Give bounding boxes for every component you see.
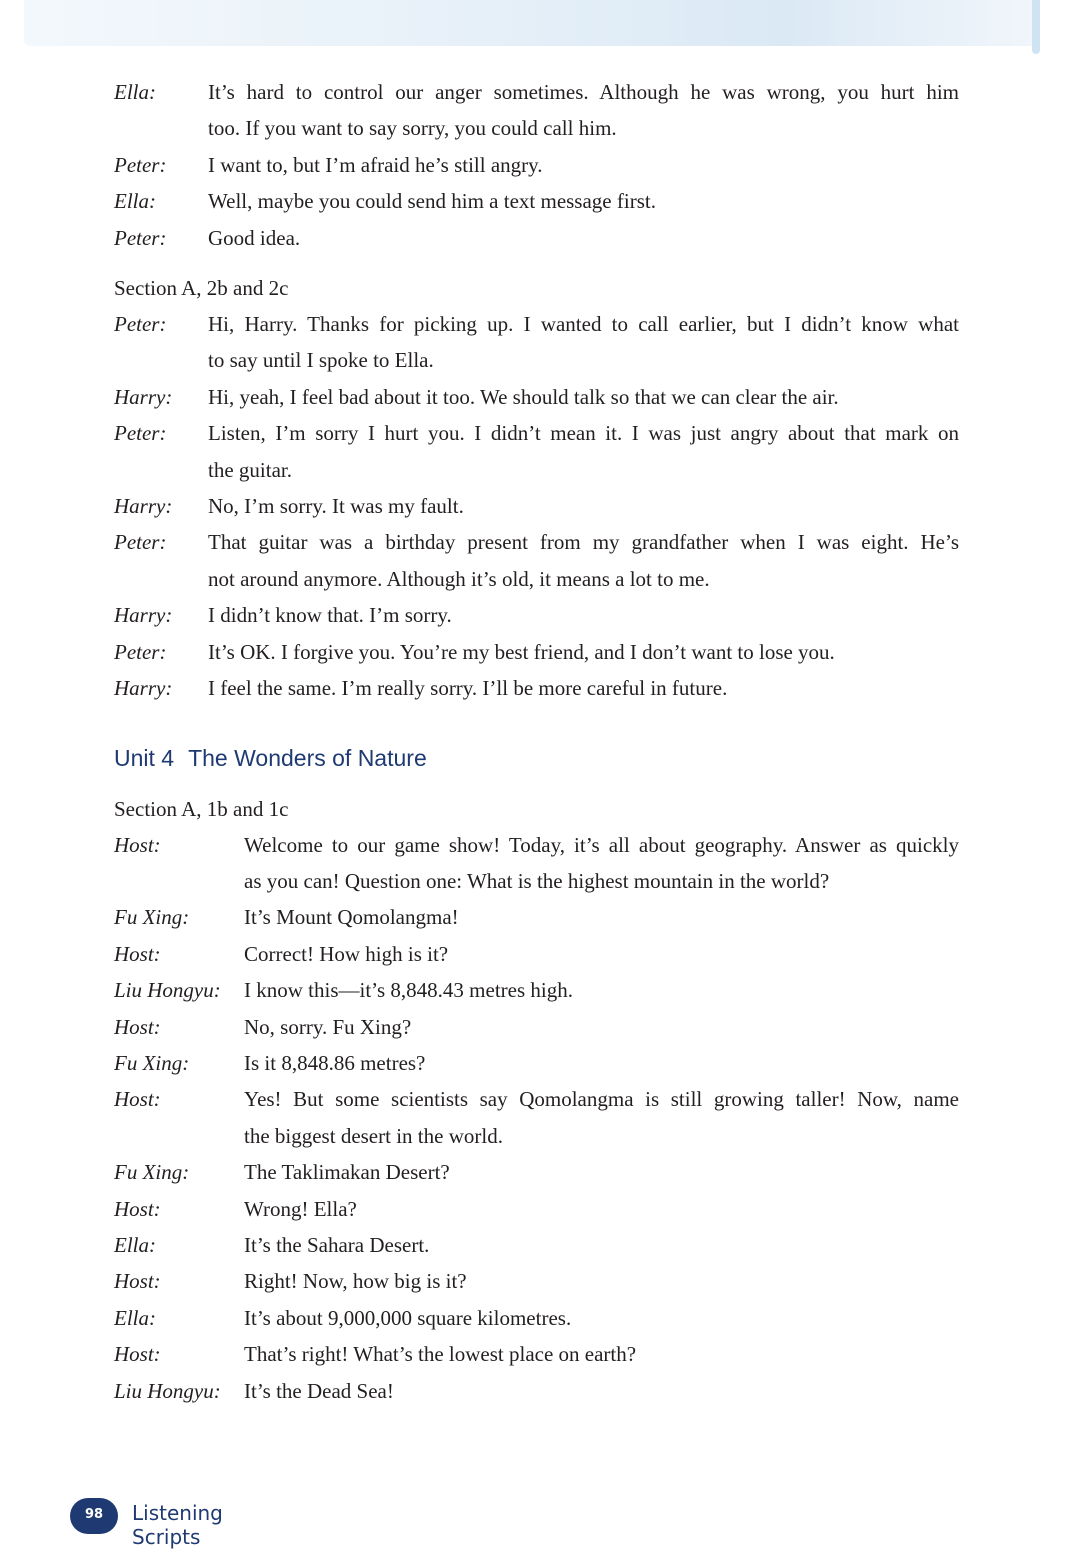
dialogue-line xyxy=(114,936,959,972)
speaker: Peter: xyxy=(114,152,167,177)
dialogue-line xyxy=(114,597,959,633)
speaker: Harry: xyxy=(114,676,173,701)
dialogue-line xyxy=(114,634,959,670)
dialogue-line xyxy=(114,452,959,488)
speaker xyxy=(114,342,208,378)
speaker: Ella: xyxy=(114,189,156,214)
dialogue-line xyxy=(114,74,959,110)
speaker xyxy=(114,561,208,597)
speaker: Harry: xyxy=(114,384,173,409)
dialogue-line xyxy=(114,1373,959,1409)
dialogue-line xyxy=(114,827,959,863)
section-2b-2c xyxy=(114,270,959,706)
line-text: as you can! Question one: What is the highest mountain in the world? xyxy=(244,868,830,893)
dialogue-line xyxy=(114,1045,959,1081)
line-text: I know this—it’s 8,848.43 metres high. xyxy=(244,978,573,1003)
unit-title xyxy=(114,740,959,776)
speaker: Liu Hongyu: xyxy=(114,1378,221,1403)
unit-number: Unit 4 xyxy=(114,744,175,771)
line-text: not around anymore. Although it’s old, it means a lot to me. xyxy=(208,566,710,591)
speaker xyxy=(114,1118,244,1154)
speaker: Fu Xing: xyxy=(114,1050,190,1075)
line-text: The Taklimakan Desert? xyxy=(244,1160,450,1185)
speaker: Host: xyxy=(114,1196,161,1221)
dialogue-line xyxy=(114,306,959,342)
section-heading: Section A, 2b and 2c xyxy=(114,276,289,301)
dialogue-line xyxy=(114,670,959,706)
speaker: Peter: xyxy=(114,312,167,337)
speaker xyxy=(114,452,208,488)
speaker: Host: xyxy=(114,832,161,857)
speaker: Host: xyxy=(114,1087,161,1112)
line-text: I didn’t know that. I’m sorry. xyxy=(208,603,452,628)
line-text: I feel the same. I’m really sorry. I’ll be more careful in future. xyxy=(208,676,728,701)
page-header-edge xyxy=(1032,0,1040,54)
line-text: too. If you want to say sorry, you could call him. xyxy=(208,116,617,141)
dialogue-line xyxy=(114,899,959,935)
line-text: It’s Mount Qomolangma! xyxy=(244,905,459,930)
line-text: Wrong! Ella? xyxy=(244,1196,357,1221)
dialogue-line xyxy=(114,488,959,524)
line-text: That guitar was a birthday present from my grandfather when I was eight. He’s xyxy=(208,530,959,555)
line-text: It’s OK. I forgive you. You’re my best friend, and I don’t want to lose you. xyxy=(208,639,835,664)
section-heading: Section A, 1b and 1c xyxy=(114,796,289,821)
speaker xyxy=(114,110,208,146)
dialogue-line xyxy=(114,1081,959,1117)
speaker: Host: xyxy=(114,1269,161,1294)
line-text: Yes! But some scientists say Qomolangma is still growing taller! Now, name xyxy=(244,1087,959,1112)
line-text: the biggest desert in the world. xyxy=(244,1123,503,1148)
dialogue-line xyxy=(114,342,959,378)
dialogue-line xyxy=(114,1191,959,1227)
dialogue-line xyxy=(114,1009,959,1045)
dialogue-line xyxy=(114,561,959,597)
line-text: It’s about 9,000,000 square kilometres. xyxy=(244,1305,572,1330)
line-text: I want to, but I’m afraid he’s still angry. xyxy=(208,152,543,177)
dialogue-line xyxy=(114,147,959,183)
page-number: 98 xyxy=(70,1498,118,1534)
speaker: Harry: xyxy=(114,494,173,519)
section-1b-1c xyxy=(114,791,959,1410)
line-text: No, sorry. Fu Xing? xyxy=(244,1014,412,1039)
speaker: Host: xyxy=(114,941,161,966)
scripts-content xyxy=(114,74,959,1409)
line-text: Hi, Harry. Thanks for picking up. I wanted to call earlier, but I didn’t know what xyxy=(208,312,959,337)
dialogue-line xyxy=(114,972,959,1008)
page-header-band xyxy=(24,0,1040,46)
speaker: Host: xyxy=(114,1342,161,1367)
line-text: to say until I spoke to Ella. xyxy=(208,348,434,373)
line-text: No, I’m sorry. It was my fault. xyxy=(208,494,464,519)
dialogue-line xyxy=(114,1227,959,1263)
line-text: It’s the Sahara Desert. xyxy=(244,1232,430,1257)
line-text: Right! Now, how big is it? xyxy=(244,1269,467,1294)
speaker: Liu Hongyu: xyxy=(114,978,221,1003)
speaker: Ella: xyxy=(114,1305,156,1330)
speaker: Ella: xyxy=(114,1232,156,1257)
speaker: Fu Xing: xyxy=(114,905,190,930)
dialogue-line xyxy=(114,1300,959,1336)
line-text: Listen, I’m sorry I hurt you. I didn’t mean it. I was just angry about that mark on xyxy=(208,421,959,446)
line-text: It’s hard to control our anger sometimes. Although he was wrong, you hurt him xyxy=(208,80,959,104)
speaker: Host: xyxy=(114,1014,161,1039)
speaker: Ella: xyxy=(114,80,156,104)
speaker: Fu Xing: xyxy=(114,1160,190,1185)
dialogue-line xyxy=(114,1154,959,1190)
speaker: Peter: xyxy=(114,225,167,250)
speaker xyxy=(114,863,244,899)
line-text: Well, maybe you could send him a text message first. xyxy=(208,189,656,214)
dialogue-line xyxy=(114,110,959,146)
line-text: Is it 8,848.86 metres? xyxy=(244,1050,426,1075)
footer-label: Listening Scripts xyxy=(132,1501,223,1549)
dialogue-line xyxy=(114,1336,959,1372)
line-text: It’s the Dead Sea! xyxy=(244,1378,394,1403)
line-text: Good idea. xyxy=(208,225,301,250)
dialogue-line xyxy=(114,183,959,219)
dialogue-line xyxy=(114,220,959,256)
dialogue-line xyxy=(114,379,959,415)
unit-name: The Wonders of Nature xyxy=(188,744,427,771)
speaker: Peter: xyxy=(114,639,167,664)
speaker: Harry: xyxy=(114,603,173,628)
line-text: Correct! How high is it? xyxy=(244,941,449,966)
dialogue-line xyxy=(114,863,959,899)
line-text: Welcome to our game show! Today, it’s all about geography. Answer as quickly xyxy=(244,832,959,857)
dialogue-line xyxy=(114,1118,959,1154)
line-text: the guitar. xyxy=(208,457,292,482)
speaker: Peter: xyxy=(114,421,167,446)
speaker: Peter: xyxy=(114,530,167,555)
dialogue-line xyxy=(114,1263,959,1299)
dialogue-line xyxy=(114,524,959,560)
line-text: Hi, yeah, I feel bad about it too. We should talk so that we can clear the air. xyxy=(208,384,839,409)
dialogue-line xyxy=(114,415,959,451)
line-text: That’s right! What’s the lowest place on earth? xyxy=(244,1342,637,1367)
dialogue-block-1 xyxy=(114,74,959,256)
